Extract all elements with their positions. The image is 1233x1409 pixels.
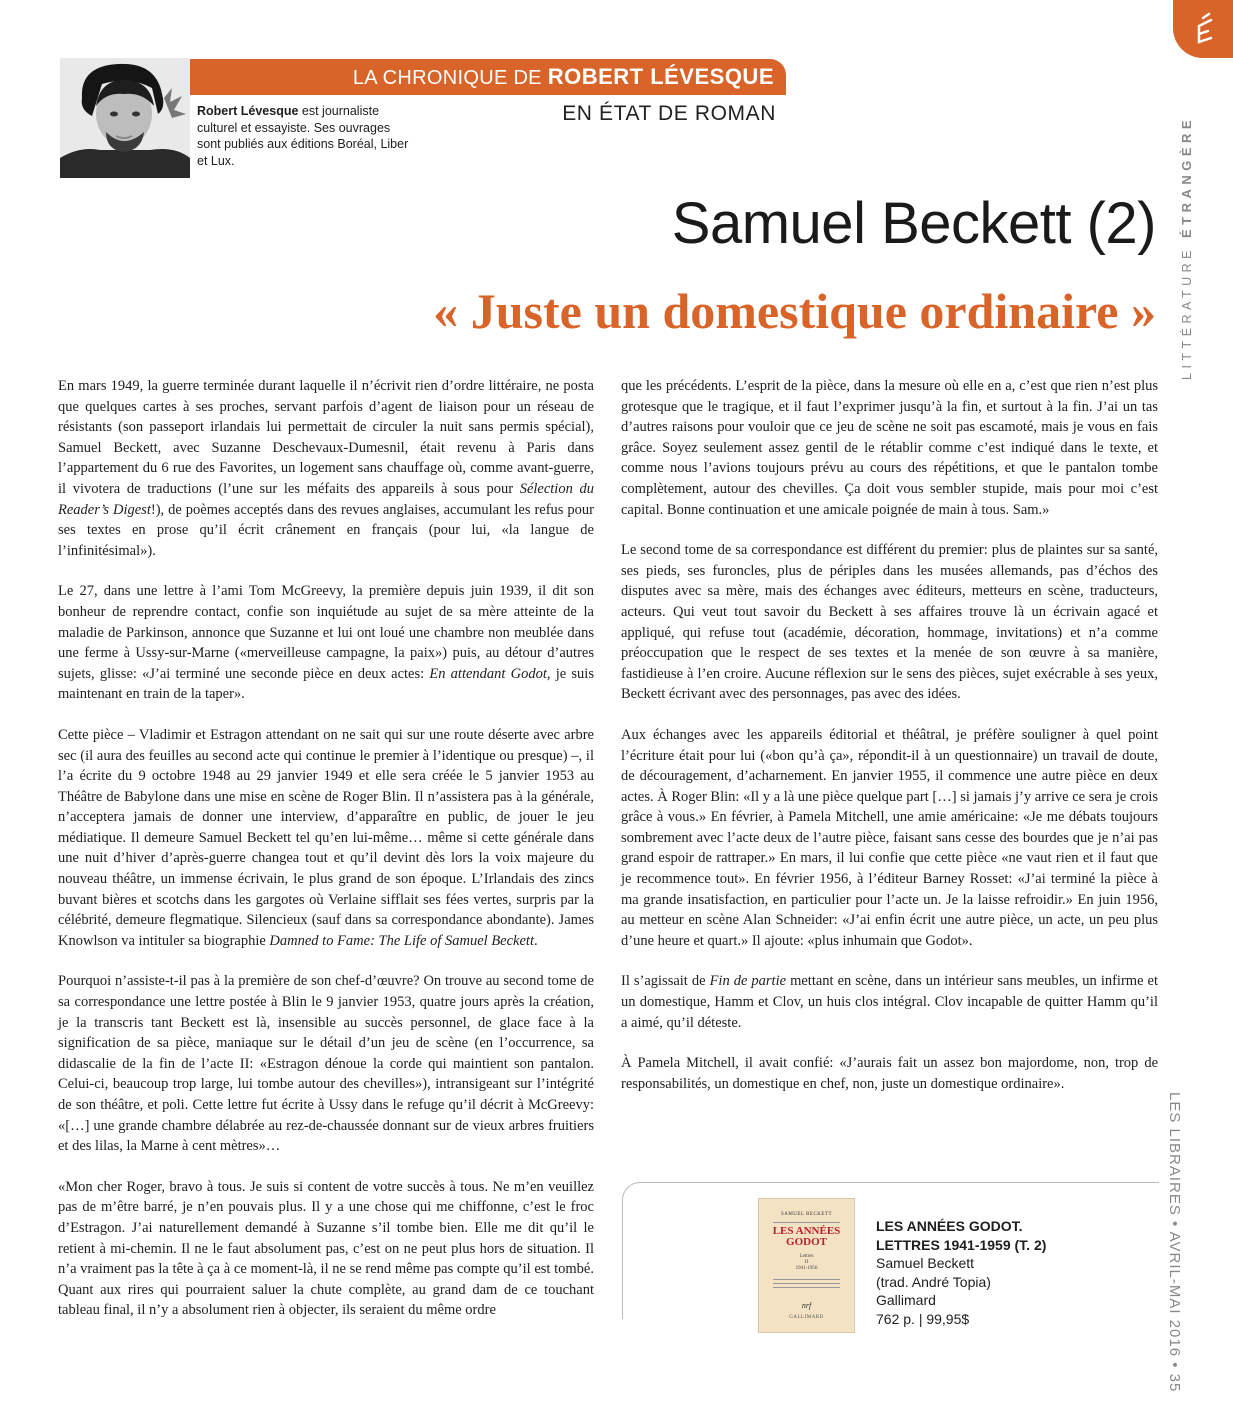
author-bio bbox=[197, 103, 412, 169]
book-author: Samuel Beckett bbox=[876, 1255, 975, 1271]
book-pages-price: 762 p. | 99,95$ bbox=[876, 1310, 970, 1327]
magazine-footer-vertical: LES LIBRAIRES • AVRIL-MAI 2016 • 35 bbox=[1166, 1092, 1183, 1393]
book-cover-title: LES ANNÉES GODOT bbox=[772, 1225, 841, 1248]
section-corner-tab bbox=[1173, 0, 1233, 58]
article-subtitle: « Juste un domestique ordinaire » bbox=[433, 283, 1156, 339]
author-portrait bbox=[60, 58, 190, 178]
book-translator: (trad. André Topia) bbox=[876, 1273, 991, 1290]
banner-author-name: ROBERT LÉVESQUE bbox=[547, 64, 774, 89]
book-cover-author: SAMUEL BECKETT bbox=[780, 1212, 833, 1217]
paragraph: À Pamela Mitchell, il avait confié: «J’aurais fait un assez bon majordome, non, trop de responsabilités, un domestique en chef, non, juste un domestique ordinaire». bbox=[621, 1055, 1158, 1092]
book-cover-publisher: GALLIMARD bbox=[789, 1315, 824, 1320]
article-title: Samuel Beckett (2) bbox=[671, 191, 1156, 256]
paragraph: En mars 1949, la guerre terminée durant laquelle il n’écrivit rien d’ordre littéraire, ne posta que quelques cartes à ses proches, servant parfois d’agent de liaison pour un réseau de résistants (son passeport irlandais lui permettait de circuler la nuit sans permis spécial), Samuel Beckett, avec Suzanne Deschevaux-Dumesnil, était revenu à Paris dans l’appartement du 6 rue des Favorites, un logement sans chauffage où, comme avant-guerre, il vivotera de traductions (l’une sur les méfaits des appareils à sous pour Sélection du Reader’s Digest!), de poèmes acceptés dans des revues anglaises, accumulant les refus pour ses textes en prose qu’il écrit crânement en français (pour lui, «la langue de l’infinitésimal»). bbox=[58, 378, 595, 559]
paragraph: «Mon cher Roger, bravo à tous. Je suis si content de votre succès à tous. Ne m’en veuillez pas de m’être barré, je n’en pouvais plus. Il y a une chose qui me chiffonne, c’est le froc d’Estragon. J’ai naturellement demandé à Suzanne s’il tombe bien. Elle me dit qu’il le retient à mi-chemin. Il ne le faut absolument pas, c’est on ne peut plus hors de situation. Il n’a vraiment pas la tête à ça à ce moment-là, il ne se rend même pas compte qu’il est tombé. Quant aux rires qui pourraient saluer la chute complète, au grand dam de ce touchant tableau final, il n’y a absolument rien à objecter, ils seraient du même ordre bbox=[58, 1178, 594, 1319]
paragraph: que les précédents. L’esprit de la pièce, dans la mesure où elle en a, c’est que rien n’est plus grotesque que le tragique, et il faut l’exprimer jusqu’à la fin, et surtout à la fin. J’ai un tas d’autres raisons pour vouloir que ce jeu de scène ne soit pas escamoté, mais je vous en fais grâce. Soyez seulement assez gentil de le rétablir comme c’est indiqué dans le texte, et comme nous l’avions toujours prévu au cours des répétitions, et que le pantalon tombe complètement, autour des chevilles. Ça doit vous sembler stupide, mais pour moi c’est capital. Bonne continuation et une amicale poignée de main à tous. Sam.» bbox=[621, 378, 1158, 518]
book-publisher: Gallimard bbox=[876, 1292, 936, 1308]
paragraph: Le 27, dans une lettre à l’ami Tom McGreevy, la première depuis juin 1939, il dit son bonheur de reprendre contact, confie son inquiétude au sujet de sa mère atteinte de la maladie de Parkinson, annonce que Suzanne et lui ont loué une chambre non meublée dans une ferme à Ussy-sur-Marne («merveilleuse campagne, la paix») puis, au détour d’autres sujets, glisse: «J’ai terminé une seconde pièce en deux actes: En attendant Godot, je suis maintenant en train de la taper». bbox=[58, 583, 594, 703]
article-column-right bbox=[621, 376, 1158, 1114]
paragraph: Cette pièce – Vladimir et Estragon attendant on ne sait qui sur une route déserte avec arbre sec (il aura des feuilles au second acte qui continue le premier à l’identique ou presque) –, il l’a écrite du 9 octobre 1948 au 29 janvier 1949 et elle sera créée le 5 janvier 1953 au Théâtre de Babylone dans une mise en scène de Roger Blin. Il n’assistera pas à la générale, n’acceptera jamais de donner une interview, d’apparaître en public, de jouer le jeu médiatique. Il demeure Samuel Beckett tel qu’en lui-même… même si cette générale dans une nuit d’hiver d’après-guerre changea tout et qu’il devint dès lors la voix majeure du nouveau théâtre, un immense écrivain, le plus grand de son époque. L’Irlandais des zincs buvant bières et scotchs dans les gargotes où Verlaine sifflait ses fées vertes, surpris par la célébrité, demeure flegmatique. Silencieux (sauf dans sa correspondance abondante). James Knowlson va intituler sa biographie Damned to Fame: The Life of Samuel Beckett. bbox=[58, 726, 594, 949]
column-banner bbox=[190, 59, 786, 95]
paragraph: Aux échanges avec les appareils éditorial et théâtral, je préfère souligner à quel point l’écriture était pour lui («bon qu’à ça», répondit-il à un questionnaire) un travail de doute, de découragement, d’acharnement. En janvier 1955, il commence une autre pièce en deux actes. À Roger Blin: «Il y a là une pièce quelque part […] si jamais j’y arrive ce sera je crois grâce à vous.» En février, à Pamela Mitchell, une amie américaine: «Je me débats toujours sombrement avec l’acte deux de l’autre pièce, faisant sans cesse des bourdes que je n’ai pas grand espoir de rattraper.» En mars, il lui confie que cette pièce «ne vaut rien et il faut que je recommence tout». En février 1956, à l’éditeur Barney Rosset: «J’ai terminé la pièce à ma grande insatisfaction, en particulier pour l’acte un. Je la laisse refroidir.» En juin 1956, au metteur en scène Alan Schneider: «J’ai enfin écrit une autre pièce, un acte, un peu plus d’une heure et quart.» Il ajoute: «plus inhumain que Godot». bbox=[621, 726, 1158, 949]
publisher-logo: nrf bbox=[801, 1301, 812, 1310]
paragraph: Le second tome de sa correspondance est différent du premier: plus de plaintes sur sa santé, ses pieds, ses furoncles, plus de périples dans les musées allemands, pas d’échos des disputes avec sa mère, mais des échanges avec éditeurs, metteurs en scène, traducteurs, acteurs. Qui veut tout savoir du Beckett à ses affaires trouve là un écrivain agacé et appliqué, qui refuse tout (académie, décoration, hommage, invitations) et n’a comme préoccupation que le respect de ses textes et la menée de son œuvre à sa manière, fastidieuse à l’en croire. Aucune réflexion sur le sens des pièces, sujet exécrable à ses yeux, Beckett écrivant avec des personnages, pas avec des idées. bbox=[621, 542, 1158, 703]
banner-prefix: LA CHRONIQUE DE bbox=[352, 67, 548, 89]
section-label-vertical bbox=[1179, 116, 1194, 380]
e-acute-logo-icon bbox=[1183, 10, 1223, 50]
paragraph: Il s’agissait de Fin de partie mettant en scène, dans un intérieur sans meubles, un infirme et un domestique, Hamm et Clov, un huis clos intégral. Clov incapable de quitter Hamm qu’il a aimé, qu’il déteste. bbox=[621, 973, 1158, 1031]
book-cover-subtitle: Lettres II 1941-1956 bbox=[795, 1254, 818, 1271]
paragraph: Pourquoi n’assiste-t-il pas à la première de son chef-d’œuvre? On trouve au second tome de sa correspondance une lettre postée à Blin le 9 janvier 1953, quatre jours après la création, je la transcris tant Beckett est là, insensible au succès personnel, de glace face à la signification de sa pièce, maniaque sur le détail d’un jeu de scène (en l’occurrence, sa didascalie de la fin de l’acte II: «Estragon dénoue la corde qui maintient son pantalon. Celui-ci, beaucoup trop large, lui tombe autour des chevilles»), intransigeant sur l’intégrité de son théâtre, et poli. Cette lettre fut écrite à Ussy dans le refuge qu’il décrit à McGreevy: «[…] une grande chambre délabrée au rez-de-chaussée donnant sur de vieux arbres fruitiers et des lilas, la Marne à cent mètres»… bbox=[58, 973, 594, 1155]
section-label-bold: ÉTRANGÈRE bbox=[1179, 115, 1194, 239]
author-portrait-image bbox=[60, 58, 190, 178]
book-cover bbox=[758, 1198, 855, 1333]
section-label-light: LITTÉRATURE bbox=[1180, 238, 1194, 380]
book-title-line2: LETTRES 1941-1959 (T. 2) bbox=[876, 1236, 1047, 1253]
article-column-left bbox=[58, 376, 594, 1341]
book-details bbox=[876, 1217, 1046, 1328]
column-title: EN ÉTAT DE ROMAN bbox=[562, 102, 776, 125]
book-title-line1: LES ANNÉES GODOT. bbox=[876, 1218, 1023, 1234]
author-bio-name: Robert Lévesque bbox=[197, 104, 299, 118]
author-bio-text: est journaliste culturel et essayiste. Ses ouvrages sont publiés aux éditions Boréal, Liber et Lux. bbox=[197, 104, 409, 168]
